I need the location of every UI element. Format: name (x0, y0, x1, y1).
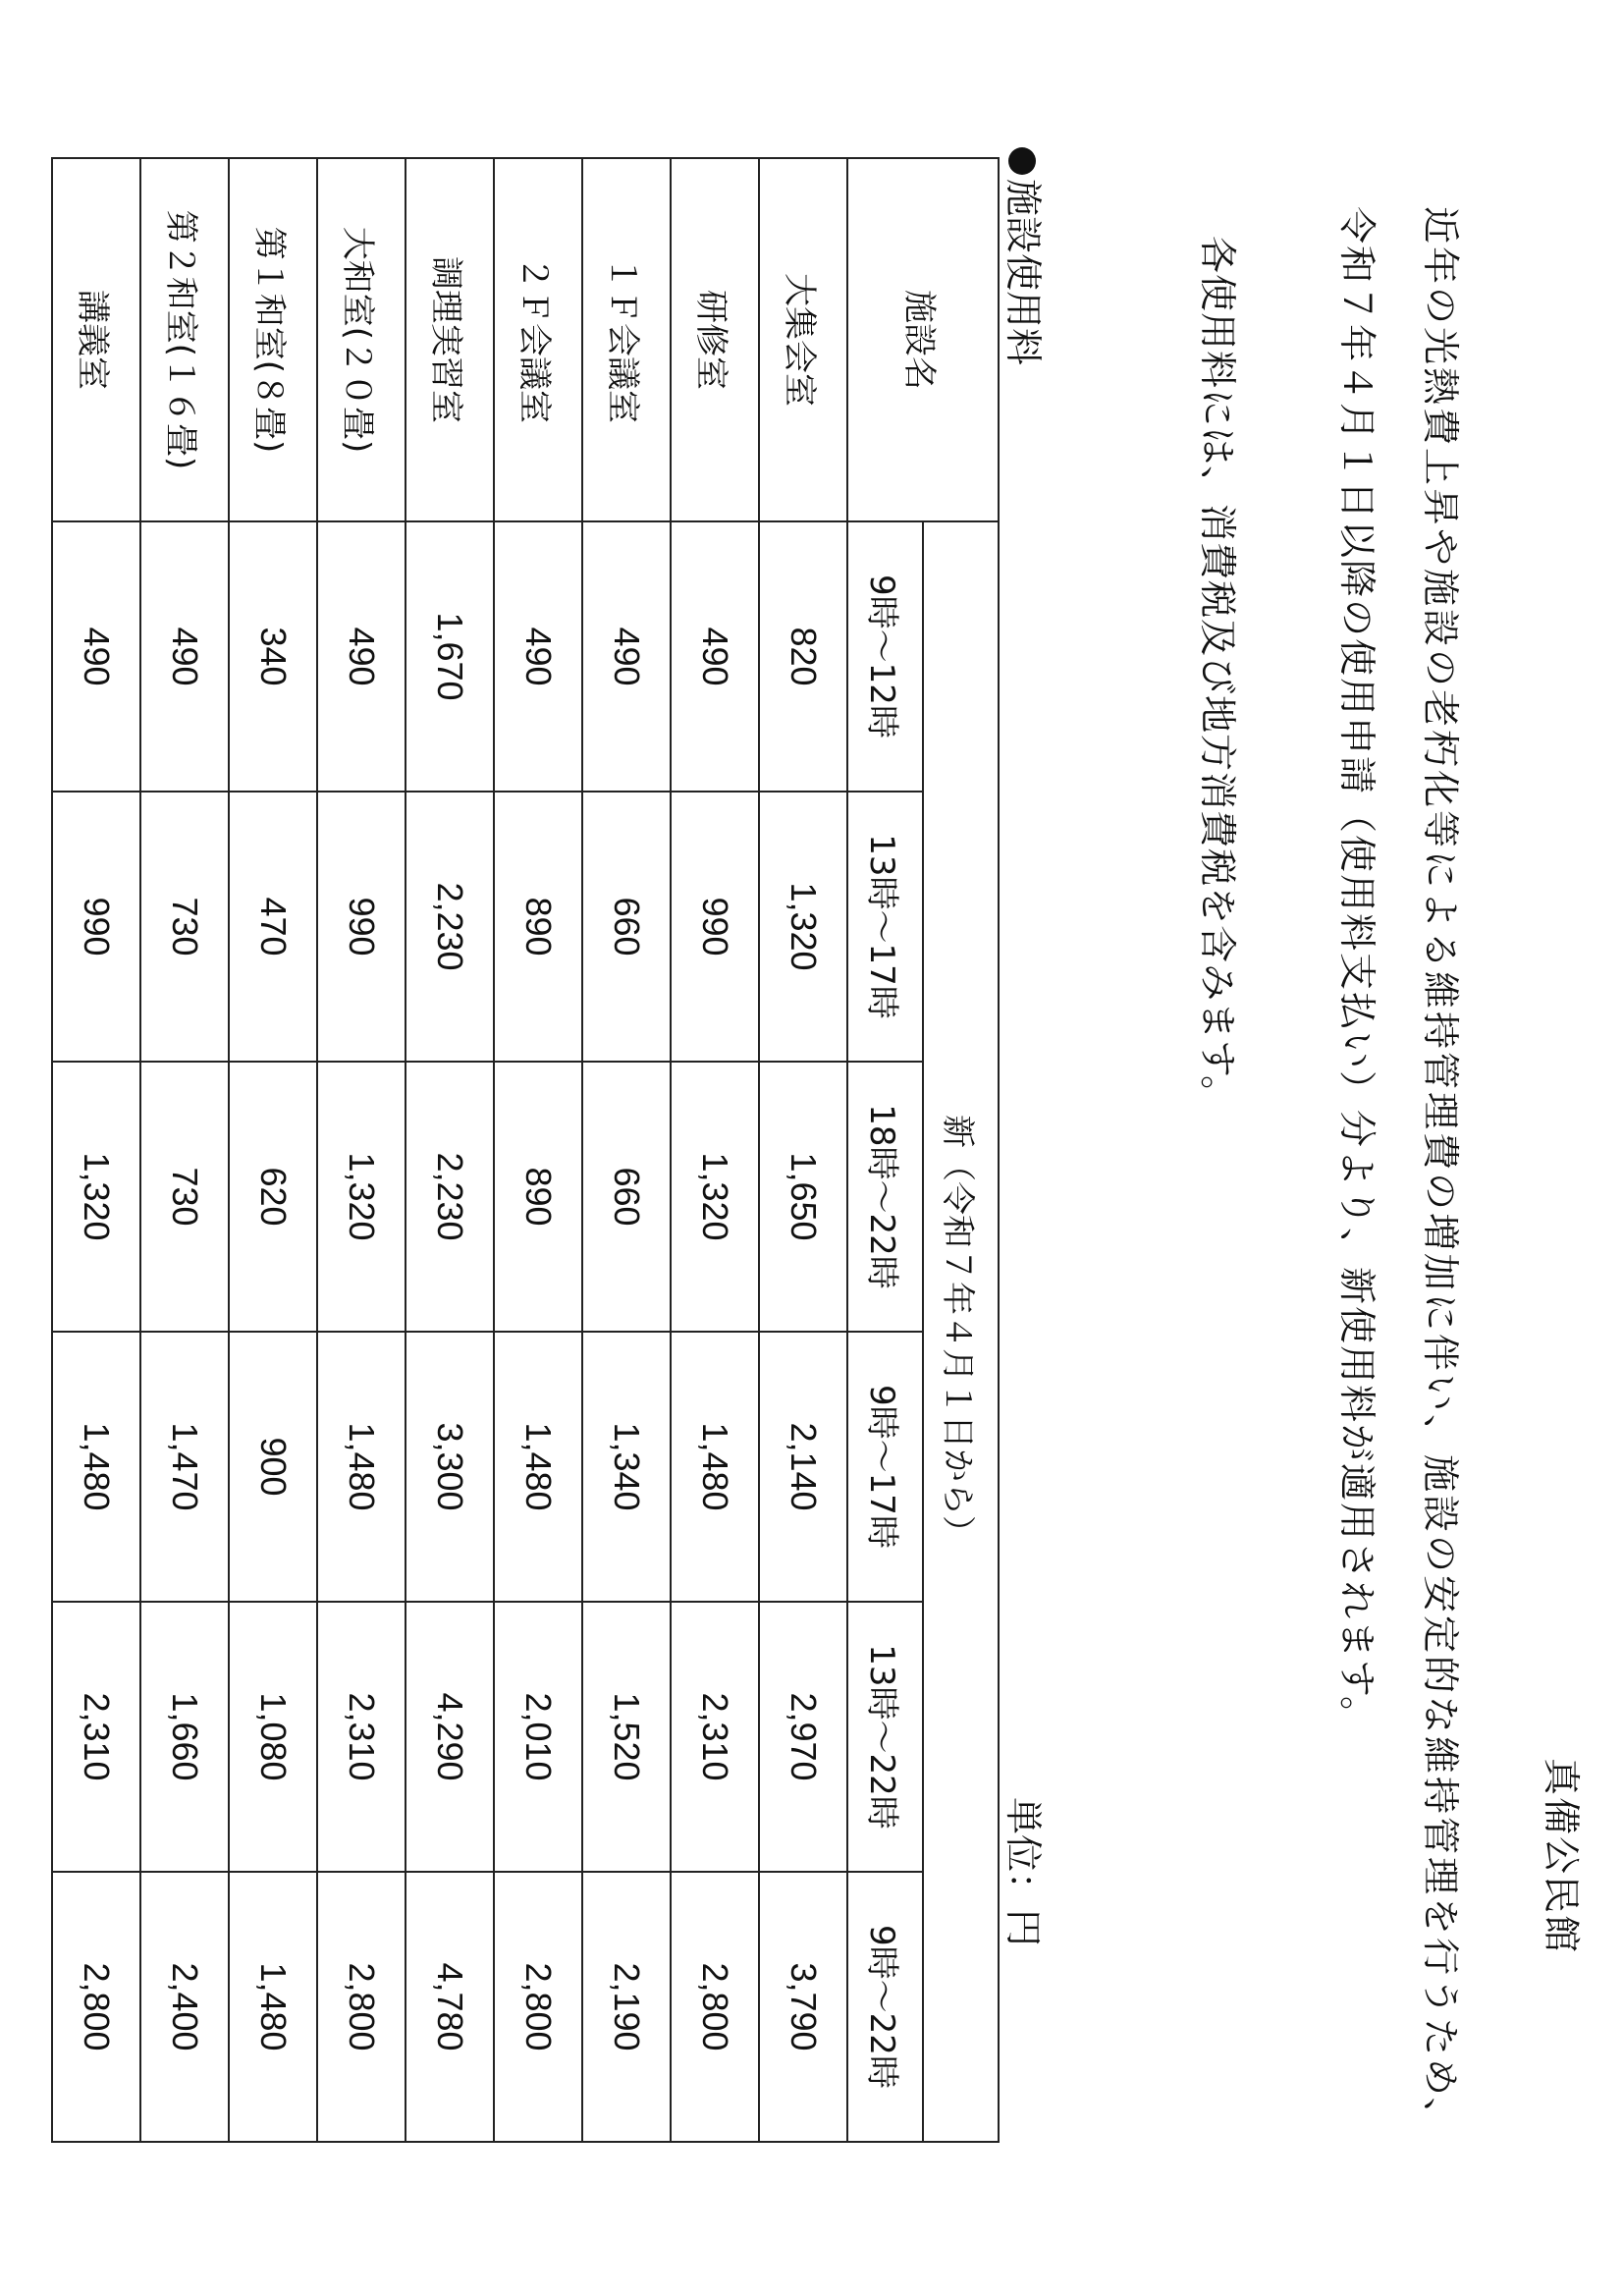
fee-cell: 1,660 (140, 1602, 229, 1872)
fee-cell: 730 (140, 792, 229, 1062)
fee-cell: 2,800 (494, 1872, 582, 2142)
bullet-icon (1008, 147, 1036, 175)
facility-name-cell: 大和室(２０畳) (317, 158, 406, 521)
table-row (494, 158, 582, 2142)
facility-name-cell: １Ｆ会議室 (582, 158, 671, 521)
facility-name-cell: 講義室 (52, 158, 140, 521)
facility-name-cell: 研修室 (671, 158, 759, 521)
fee-cell: 490 (317, 521, 406, 792)
fee-cell: 2,010 (494, 1602, 582, 1872)
fee-cell: 990 (317, 792, 406, 1062)
fee-cell: 2,400 (140, 1872, 229, 2142)
table-row (406, 158, 494, 2142)
fee-cell: 1,320 (52, 1062, 140, 1332)
fee-cell: 990 (52, 792, 140, 1062)
fee-cell: 490 (494, 521, 582, 792)
table-row (759, 158, 847, 2142)
facility-name-cell: ２Ｆ会議室 (494, 158, 582, 521)
fee-cell: 730 (140, 1062, 229, 1332)
time-slot-header: 9時～17時 (847, 1332, 923, 1602)
facility-name-cell: 第１和室(８畳) (229, 158, 317, 521)
fee-cell: 900 (229, 1332, 317, 1602)
fee-cell: 490 (671, 521, 759, 792)
fee-cell: 1,320 (759, 792, 847, 1062)
fee-cell: 1,520 (582, 1602, 671, 1872)
unit-label: 単位：円 (1001, 1797, 1045, 1947)
fee-cell: 990 (671, 792, 759, 1062)
time-slot-header: 18時～22時 (847, 1062, 923, 1332)
time-slot-header: 13時～17時 (847, 792, 923, 1062)
table-row (582, 158, 671, 2142)
fee-cell: 1,480 (671, 1332, 759, 1602)
fee-cell: 1,480 (229, 1872, 317, 2142)
fee-cell: 1,320 (317, 1062, 406, 1332)
fee-cell: 490 (140, 521, 229, 792)
table-row (671, 158, 759, 2142)
fee-cell: 1,650 (759, 1062, 847, 1332)
fee-cell: 1,080 (229, 1602, 317, 1872)
time-slot-header: 13時～22時 (847, 1602, 923, 1872)
fee-cell: 3,300 (406, 1332, 494, 1602)
fee-cell: 4,780 (406, 1872, 494, 2142)
fee-cell: 2,800 (52, 1872, 140, 2142)
fee-cell: 2,230 (406, 792, 494, 1062)
fee-table (51, 157, 1000, 2143)
fee-cell: 2,190 (582, 1872, 671, 2142)
fee-cell: 1,480 (317, 1332, 406, 1602)
organization-name: 真備公民館 (1540, 1758, 1583, 1955)
fee-cell: 2,970 (759, 1602, 847, 1872)
fee-cell: 660 (582, 792, 671, 1062)
fee-cell: 2,800 (671, 1872, 759, 2142)
fee-cell: 660 (582, 1062, 671, 1332)
fee-cell: 2,310 (52, 1602, 140, 1872)
facility-name-cell: 第２和室(１６畳) (140, 158, 229, 521)
new-fee-group-header: 新（令和７年４月１日から） (923, 521, 999, 2142)
fee-cell: 2,310 (317, 1602, 406, 1872)
table-row (229, 158, 317, 2142)
fee-cell: 340 (229, 521, 317, 792)
facility-name-header: 施設名 (847, 158, 999, 521)
fee-cell: 1,670 (406, 521, 494, 792)
section-heading (1000, 147, 1054, 365)
fee-cell: 3,790 (759, 1872, 847, 2142)
fee-cell: 1,320 (671, 1062, 759, 1332)
notice-line-2: 令和７年４月１日以降の使用申請（使用料支払い）分より、新使用料が適用されます。 (1335, 206, 1379, 1735)
fee-cell: 1,340 (582, 1332, 671, 1602)
fee-cell: 890 (494, 792, 582, 1062)
notice-line-3: 各使用料には、消費税及び地方消費税を含みます。 (1196, 236, 1239, 1114)
fee-cell: 1,470 (140, 1332, 229, 1602)
facility-name-cell: 調理実習室 (406, 158, 494, 521)
fee-cell: 1,480 (52, 1332, 140, 1602)
fee-cell: 620 (229, 1062, 317, 1332)
fee-cell: 2,310 (671, 1602, 759, 1872)
fee-cell: 2,140 (759, 1332, 847, 1602)
fee-cell: 2,230 (406, 1062, 494, 1332)
section-title: 施設使用料 (1001, 179, 1045, 366)
fee-table-body (52, 158, 847, 2142)
fee-cell: 4,290 (406, 1602, 494, 1872)
table-row (140, 158, 229, 2142)
time-slot-header: 9時～22時 (847, 1872, 923, 2142)
fee-cell: 1,480 (494, 1332, 582, 1602)
fee-cell: 890 (494, 1062, 582, 1332)
table-row (317, 158, 406, 2142)
fee-cell: 2,800 (317, 1872, 406, 2142)
fee-cell: 490 (52, 521, 140, 792)
fee-cell: 490 (582, 521, 671, 792)
facility-name-cell: 大集会室 (759, 158, 847, 521)
table-row (52, 158, 140, 2142)
time-slot-header: 9時～12時 (847, 521, 923, 792)
fee-cell: 470 (229, 792, 317, 1062)
fee-cell: 820 (759, 521, 847, 792)
notice-line-1: 近年の光熱費上昇や施設の老朽化等による維持管理費の増加に伴い、施設の安定的な維持管理を行うため、 (1419, 206, 1462, 2138)
